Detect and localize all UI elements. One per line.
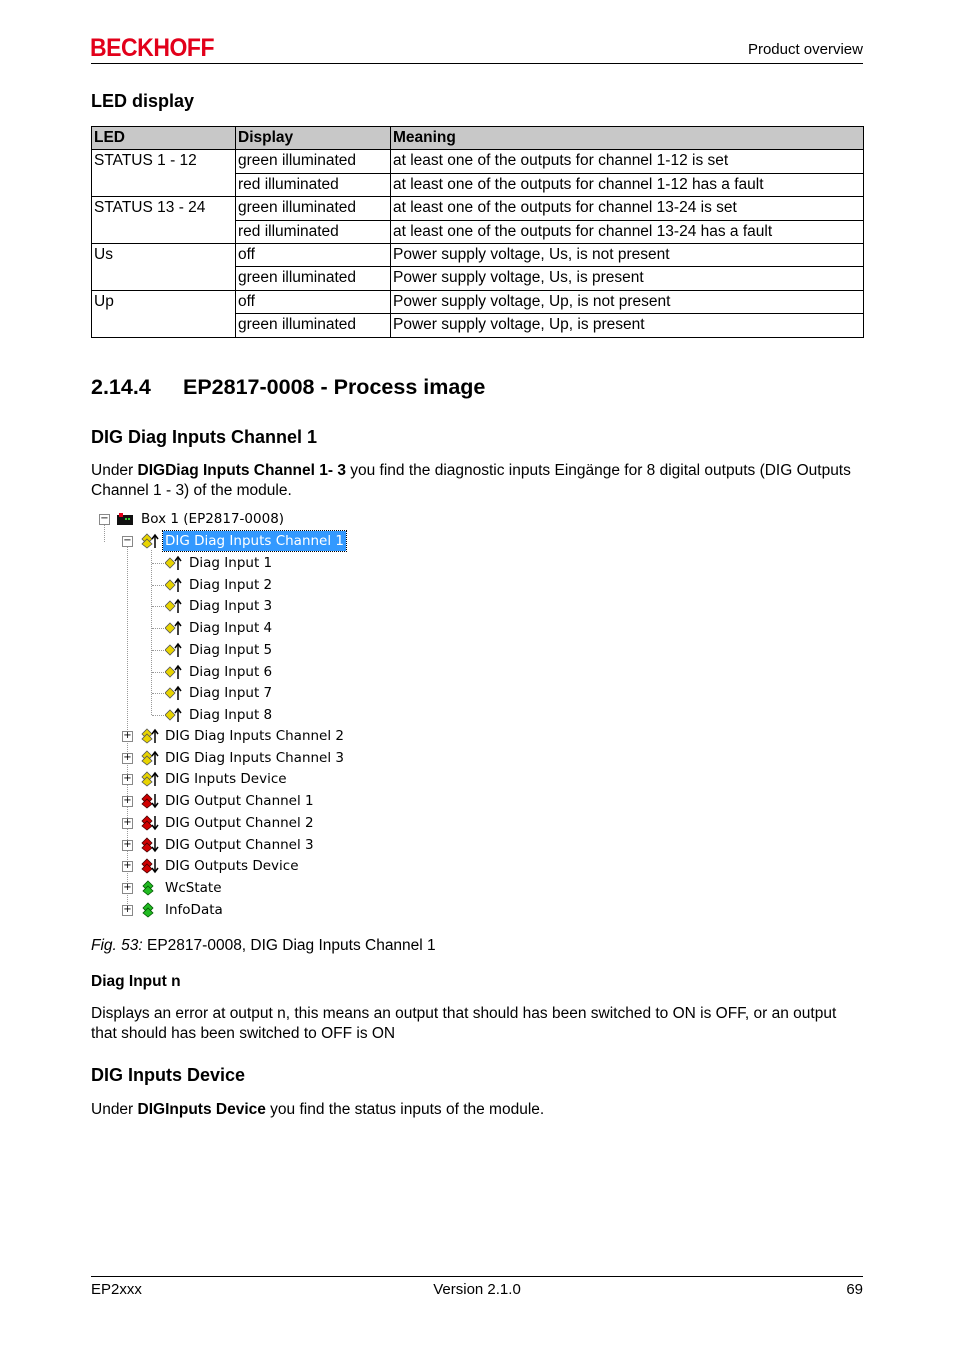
footer-rule bbox=[91, 1276, 863, 1277]
box-icon bbox=[116, 512, 134, 528]
status-icon bbox=[141, 880, 159, 896]
table-row bbox=[92, 290, 864, 313]
led-cell bbox=[92, 267, 236, 290]
tree-node-label: Diag Input 8 bbox=[189, 706, 273, 723]
tree-node-label: Diag Input 2 bbox=[189, 576, 273, 593]
section-title-text: EP2817-0008 - Process image bbox=[183, 375, 486, 399]
figure-caption: Fig. 53: EP2817-0008, DIG Diag Inputs Channel 1 bbox=[91, 937, 436, 954]
meaning-cell: Power supply voltage, Up, is present bbox=[391, 314, 864, 337]
footer-product: EP2xxx bbox=[91, 1281, 142, 1298]
tree-node-sibling[interactable] bbox=[95, 726, 346, 746]
tree-node-label: DIG Output Channel 2 bbox=[165, 814, 314, 831]
led-cell: Up bbox=[92, 290, 236, 313]
diag-input-icon bbox=[165, 555, 183, 571]
table-row bbox=[92, 267, 864, 290]
tree-node-label: DIG Output Channel 3 bbox=[165, 836, 314, 853]
tree-node-diag-input[interactable] bbox=[95, 640, 274, 660]
diag-input-heading: Diag Input n bbox=[91, 973, 181, 990]
tree-node-label: DIG Inputs Device bbox=[165, 771, 287, 788]
tree-node-label: DIG Diag Inputs Channel 2 bbox=[165, 728, 344, 744]
status-icon bbox=[141, 902, 159, 918]
display-cell: green illuminated bbox=[236, 150, 391, 173]
dig-diag-heading: DIG Diag Inputs Channel 1 bbox=[91, 427, 318, 447]
output-icon bbox=[141, 837, 159, 853]
tree-node-sibling[interactable] bbox=[95, 748, 346, 768]
expand-icon[interactable]: + bbox=[123, 881, 132, 893]
tree-node-sibling[interactable] bbox=[95, 900, 225, 920]
tree-node-selected[interactable] bbox=[95, 531, 346, 551]
tree-node-label: DIG Outputs Device bbox=[165, 858, 299, 875]
tree-node-label: Diag Input 5 bbox=[189, 641, 273, 658]
tree-connector bbox=[152, 672, 164, 673]
tree-node-label: DIG Diag Inputs Channel 3 bbox=[165, 749, 344, 766]
tree-node-diag-input[interactable] bbox=[95, 705, 274, 725]
output-icon bbox=[141, 858, 159, 874]
tree-connector bbox=[152, 563, 164, 564]
table-row bbox=[92, 173, 864, 196]
led-cell bbox=[92, 173, 236, 196]
section-title bbox=[91, 375, 485, 400]
led-cell bbox=[92, 314, 236, 337]
col-led: LED bbox=[92, 127, 236, 150]
tree-node-label: WcState bbox=[165, 879, 222, 896]
expand-icon[interactable]: + bbox=[123, 860, 132, 872]
dig-diag-paragraph: Under DIGDiag Inputs Channel 1- 3 you find the diagnostic inputs Eingänge for 8 digital outputs (DIG Outputs Channel 1 - 3) of the module. bbox=[91, 462, 851, 499]
dig-inputs-device-heading: DIG Inputs Device bbox=[91, 1065, 246, 1085]
meaning-cell: Power supply voltage, Up, is not present bbox=[391, 290, 864, 313]
tree-node-diag-input[interactable] bbox=[95, 662, 274, 682]
tree-connector bbox=[152, 650, 164, 651]
tree-node-label: Diag Input 3 bbox=[189, 598, 273, 615]
tree-node-diag-input[interactable] bbox=[95, 683, 274, 703]
display-cell: green illuminated bbox=[236, 314, 391, 337]
expand-icon[interactable]: + bbox=[123, 773, 132, 785]
tree-node-label: Diag Input 4 bbox=[189, 620, 273, 637]
input-icon bbox=[141, 533, 159, 549]
tree-node-sibling[interactable] bbox=[95, 769, 289, 789]
tree-connector bbox=[152, 628, 164, 629]
meaning-cell: at least one of the outputs for channel 13-24 has a fault bbox=[391, 220, 864, 243]
dig-inputs-device-paragraph: Under DIGInputs Device you find the status inputs of the module. bbox=[91, 1101, 545, 1118]
tree-node-label: Diag Input 7 bbox=[189, 685, 273, 702]
tree-node-sibling[interactable] bbox=[95, 813, 316, 833]
col-meaning: Meaning bbox=[391, 127, 864, 150]
meaning-cell: at least one of the outputs for channel 1-12 is set bbox=[391, 150, 864, 173]
tree-node-label: Diag Input 6 bbox=[189, 663, 273, 680]
tree-node-sibling[interactable] bbox=[95, 878, 224, 898]
led-cell: STATUS 13 - 24 bbox=[92, 197, 236, 220]
tree-node-label: InfoData bbox=[165, 901, 223, 918]
display-cell: red illuminated bbox=[236, 173, 391, 196]
tree-node-root[interactable] bbox=[95, 509, 286, 529]
meaning-cell: at least one of the outputs for channel 13-24 is set bbox=[391, 197, 864, 220]
diag-input-icon bbox=[165, 598, 183, 614]
tree-node-label: Box 1 (EP2817-0008) bbox=[141, 511, 285, 527]
output-icon bbox=[141, 815, 159, 831]
display-cell: green illuminated bbox=[236, 267, 391, 290]
footer-version: Version 2.1.0 bbox=[433, 1281, 521, 1298]
table-row bbox=[92, 314, 864, 337]
collapse-icon[interactable]: − bbox=[123, 535, 132, 546]
diag-input-icon bbox=[165, 664, 183, 680]
input-icon bbox=[141, 728, 159, 744]
input-icon bbox=[141, 750, 159, 766]
expand-icon[interactable]: + bbox=[123, 816, 132, 828]
led-cell: Us bbox=[92, 243, 236, 266]
meaning-cell: at least one of the outputs for channel 1-12 has a fault bbox=[391, 173, 864, 196]
tree-node-sibling[interactable] bbox=[95, 835, 316, 855]
output-icon bbox=[141, 793, 159, 809]
display-cell: red illuminated bbox=[236, 220, 391, 243]
expand-icon[interactable]: + bbox=[123, 838, 132, 850]
diag-input-icon bbox=[165, 642, 183, 658]
tree-node-diag-input[interactable] bbox=[95, 553, 274, 573]
table-row bbox=[92, 243, 864, 266]
led-table-header bbox=[92, 127, 864, 150]
meaning-cell: Power supply voltage, Us, is present bbox=[391, 267, 864, 290]
diag-input-icon bbox=[165, 577, 183, 593]
led-cell: STATUS 1 - 12 bbox=[92, 150, 236, 173]
tree-node-label: DIG Output Channel 1 bbox=[165, 793, 314, 810]
table-row bbox=[92, 150, 864, 173]
tree-connector bbox=[152, 693, 164, 694]
footer-page-number: 69 bbox=[846, 1281, 863, 1298]
section-number: 2.14.4 bbox=[91, 375, 151, 399]
table-row bbox=[92, 197, 864, 220]
beckhoff-logo: BECKHOFF bbox=[90, 34, 215, 62]
header-section-title: Product overview bbox=[747, 41, 863, 58]
collapse-icon[interactable]: − bbox=[100, 513, 109, 524]
led-table bbox=[91, 126, 864, 338]
tree-node-diag-input[interactable] bbox=[95, 575, 274, 595]
expand-icon[interactable]: + bbox=[123, 903, 132, 915]
diag-input-icon bbox=[165, 620, 183, 636]
expand-icon[interactable]: + bbox=[123, 751, 132, 763]
tree-node-sibling[interactable] bbox=[95, 856, 301, 876]
expand-icon[interactable]: + bbox=[123, 795, 132, 807]
tree-node-sibling[interactable] bbox=[95, 791, 316, 811]
tree-connector bbox=[152, 585, 164, 586]
col-display: Display bbox=[236, 127, 391, 150]
diag-input-paragraph: Displays an error at output n, this means an output that should has been switched to ON is OFF, or an output that should has been switched to OFF is ON bbox=[91, 1005, 837, 1042]
diag-input-icon bbox=[165, 685, 183, 701]
table-row bbox=[92, 220, 864, 243]
diag-input-icon bbox=[165, 707, 183, 723]
tree-connector bbox=[152, 715, 164, 716]
tree-node-diag-input[interactable] bbox=[95, 618, 274, 638]
display-cell: off bbox=[236, 290, 391, 313]
display-cell: green illuminated bbox=[236, 197, 391, 220]
tree-connector bbox=[152, 606, 164, 607]
expand-icon[interactable]: + bbox=[123, 730, 132, 741]
input-icon bbox=[141, 771, 159, 787]
display-cell: off bbox=[236, 243, 391, 266]
meaning-cell: Power supply voltage, Us, is not present bbox=[391, 243, 864, 266]
led-cell bbox=[92, 220, 236, 243]
process-image-tree bbox=[95, 508, 355, 928]
tree-node-label: Diag Input 1 bbox=[189, 555, 273, 571]
led-display-heading: LED display bbox=[91, 91, 195, 111]
header-rule bbox=[91, 63, 863, 64]
tree-node-label: DIG Diag Inputs Channel 1 bbox=[165, 533, 344, 549]
tree-node-diag-input[interactable] bbox=[95, 596, 274, 616]
